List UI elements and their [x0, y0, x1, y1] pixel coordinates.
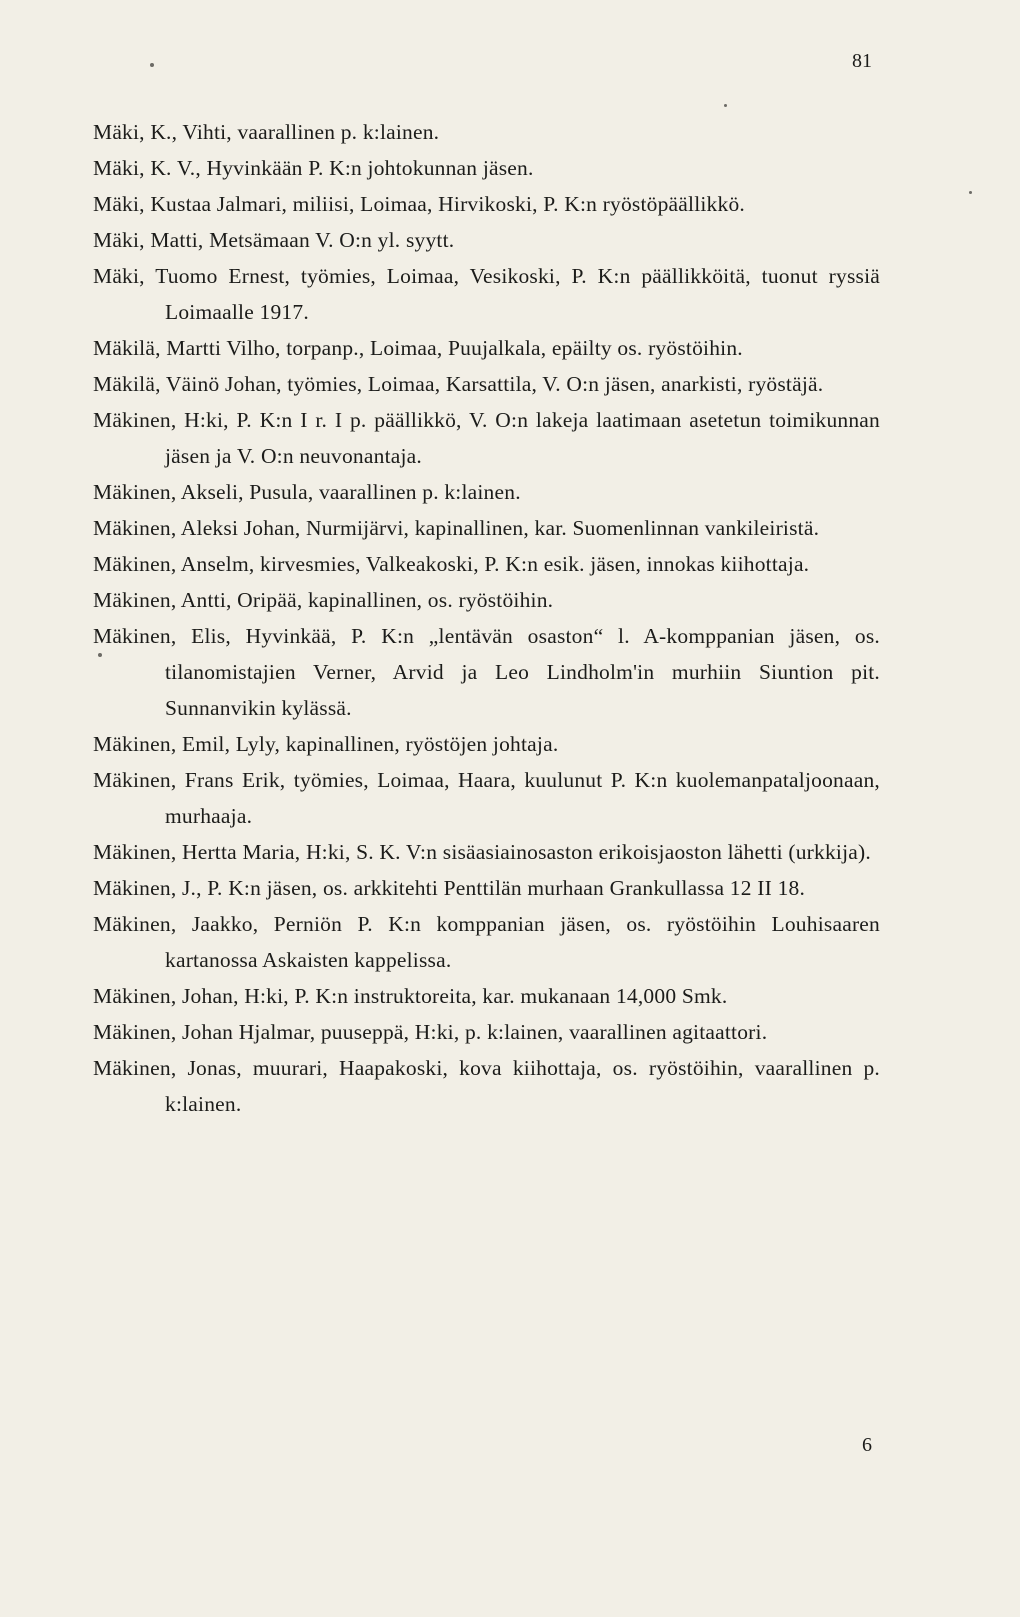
entry-makinen-johan: Mäkinen, Johan, H:ki, P. K:n instruktoreita, kar. mukanaan 14,000 Smk.: [93, 984, 728, 1008]
entry-makinen-jaakko: Mäkinen, Jaakko, Perniön P. K:n komppanian jäsen, os. ryöstöihin Louhisaaren kartanossa Askaisten kappelissa.: [93, 912, 880, 972]
entry-maki-tuomo-ernest: Mäki, Tuomo Ernest, työmies, Loimaa, Vesikoski, P. K:n päällikköitä, tuonut ryssiä Loimaalle 1917.: [93, 264, 880, 324]
entry-makinen-hki: Mäkinen, H:ki, P. K:n I r. I p. päällikkö, V. O:n lakeja laatimaan asetetun toimikunnan jäsen ja V. O:n neuvonantaja.: [93, 408, 880, 468]
paper-speck: [724, 104, 727, 107]
entry-makinen-frans-erik: Mäkinen, Frans Erik, työmies, Loimaa, Haara, kuulunut P. K:n kuolemanpataljoonaan, murhaaja.: [93, 768, 880, 828]
entry-makila-martti-vilho: Mäkilä, Martti Vilho, torpanp., Loimaa, Puujalkala, epäilty os. ryöstöihin.: [93, 336, 743, 360]
entry-makinen-anselm: Mäkinen, Anselm, kirvesmies, Valkeakoski, P. K:n esik. jäsen, innokas kiihottaja.: [93, 552, 810, 576]
entry-makinen-elis: Mäkinen, Elis, Hyvinkää, P. K:n „lentävän osaston“ l. A-komppanian jäsen, os. tilanomistajien Verner, Arvid ja Leo Lindholm'in murhiin Siuntion pit. Sunnanvikin kylässä.: [93, 624, 880, 720]
page-number: 81: [852, 50, 872, 72]
entry-maki-matti: Mäki, Matti, Metsämaan V. O:n yl. syytt.: [93, 228, 455, 252]
entry-makinen-aleksi-johan: Mäkinen, Aleksi Johan, Nurmijärvi, kapinallinen, kar. Suomenlinnan vankileiristä.: [93, 516, 820, 540]
entry-makinen-j: Mäkinen, J., P. K:n jäsen, os. arkkitehti Penttilän murhaan Grankullassa 12 II 18.: [93, 876, 806, 900]
entry-makinen-antti: Mäkinen, Antti, Oripää, kapinallinen, os. ryöstöihin.: [93, 588, 554, 612]
entry-makinen-emil: Mäkinen, Emil, Lyly, kapinallinen, ryöstöjen johtaja.: [93, 732, 559, 756]
paper-speck: [98, 653, 102, 657]
paper-speck: [969, 191, 972, 194]
entry-makinen-jonas: Mäkinen, Jonas, muurari, Haapakoski, kova kiihottaja, os. ryöstöihin, vaarallinen p. k:lainen.: [93, 1056, 880, 1116]
entry-makinen-hertta-maria: Mäkinen, Hertta Maria, H:ki, S. K. V:n sisäasiainosaston erikoisjaoston lähetti (urkkija).: [93, 840, 871, 864]
entry-maki-k: Mäki, K., Vihti, vaarallinen p. k:lainen.: [93, 120, 440, 144]
entry-maki-kustaa-jalmari: Mäki, Kustaa Jalmari, miliisi, Loimaa, Hirvikoski, P. K:n ryöstöpäällikkö.: [93, 192, 745, 216]
paper-speck: [150, 63, 154, 67]
entry-maki-k-v: Mäki, K. V., Hyvinkään P. K:n johtokunnan jäsen.: [93, 156, 534, 180]
entry-makila-vaino-johan: Mäkilä, Väinö Johan, työmies, Loimaa, Karsattila, V. O:n jäsen, anarkisti, ryöstäjä.: [93, 372, 824, 396]
entry-makinen-johan-hjalmar: Mäkinen, Johan Hjalmar, puuseppä, H:ki, p. k:lainen, vaarallinen agitaattori.: [93, 1020, 768, 1044]
signature-mark: 6: [862, 1434, 872, 1456]
entry-makinen-akseli: Mäkinen, Akseli, Pusula, vaarallinen p. k:lainen.: [93, 480, 521, 504]
register-entries: [93, 114, 880, 1122]
